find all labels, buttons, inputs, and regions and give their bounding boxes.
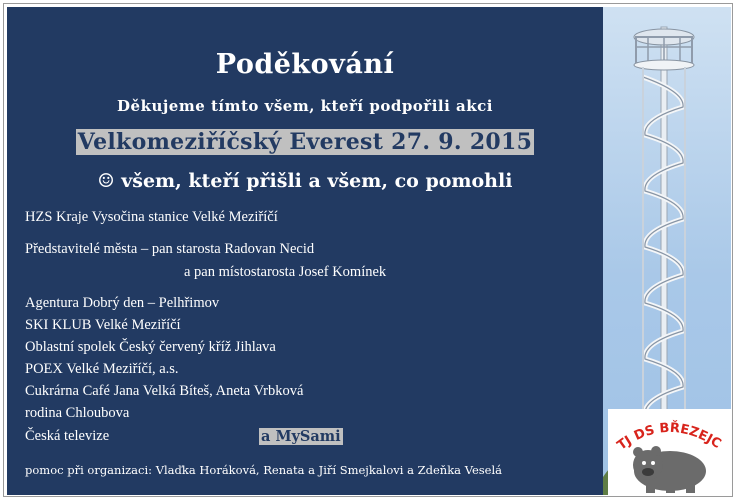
sponsor-cafe: Cukrárna Café Jana Velká Bíteš, Aneta Vrbková — [25, 383, 304, 399]
thanks-line — [7, 170, 603, 192]
event-banner — [7, 129, 603, 155]
sponsor-tv: Česká televize — [25, 428, 110, 444]
sponsor-ski-klub: SKI KLUB Velké Meziříčí — [25, 317, 181, 333]
svg-text:TJ DS BŘEZEJC: TJ DS BŘEZEJC — [614, 420, 724, 454]
sponsor-city: Představitelé města – pan starosta Radovan Necid — [25, 241, 315, 257]
smiley-icon: ☺ — [97, 170, 115, 192]
subtitle: Děkujeme tímto všem, kteří podpořili akci — [117, 97, 493, 115]
sponsor-city-deputy: a pan místostarosta Josef Komínek — [184, 264, 387, 280]
thanks-text: všem, kteří přišli a všem, co pomohli — [121, 170, 513, 192]
club-logo — [608, 409, 731, 497]
text-panel — [7, 7, 603, 495]
event-name: Velkomeziříčský Everest 27. 9. 2015 — [77, 129, 533, 155]
sponsor-mysami: a MySami — [261, 428, 341, 445]
sponsor-hzs: HZS Kraje Vysočina stanice Velké Meziříčí — [25, 209, 278, 225]
sponsor-poex: POEX Velké Meziříčí, a.s. — [25, 361, 179, 377]
sponsor-agentura: Agentura Dobrý den – Pelhřimov — [25, 295, 220, 311]
page-title: Poděkování — [215, 49, 395, 80]
organization-credits: pomoc při organizaci: Vlaďka Horáková, Renata a Jiří Smejkalovi a Zdeňka Veselá — [25, 463, 502, 477]
bear-logo-icon — [608, 409, 731, 497]
sponsor-family: rodina Chloubova — [25, 405, 130, 421]
thank-you-card — [3, 3, 733, 497]
sponsor-red-cross: Oblastní spolek Český červený kříž Jihlava — [25, 339, 276, 355]
